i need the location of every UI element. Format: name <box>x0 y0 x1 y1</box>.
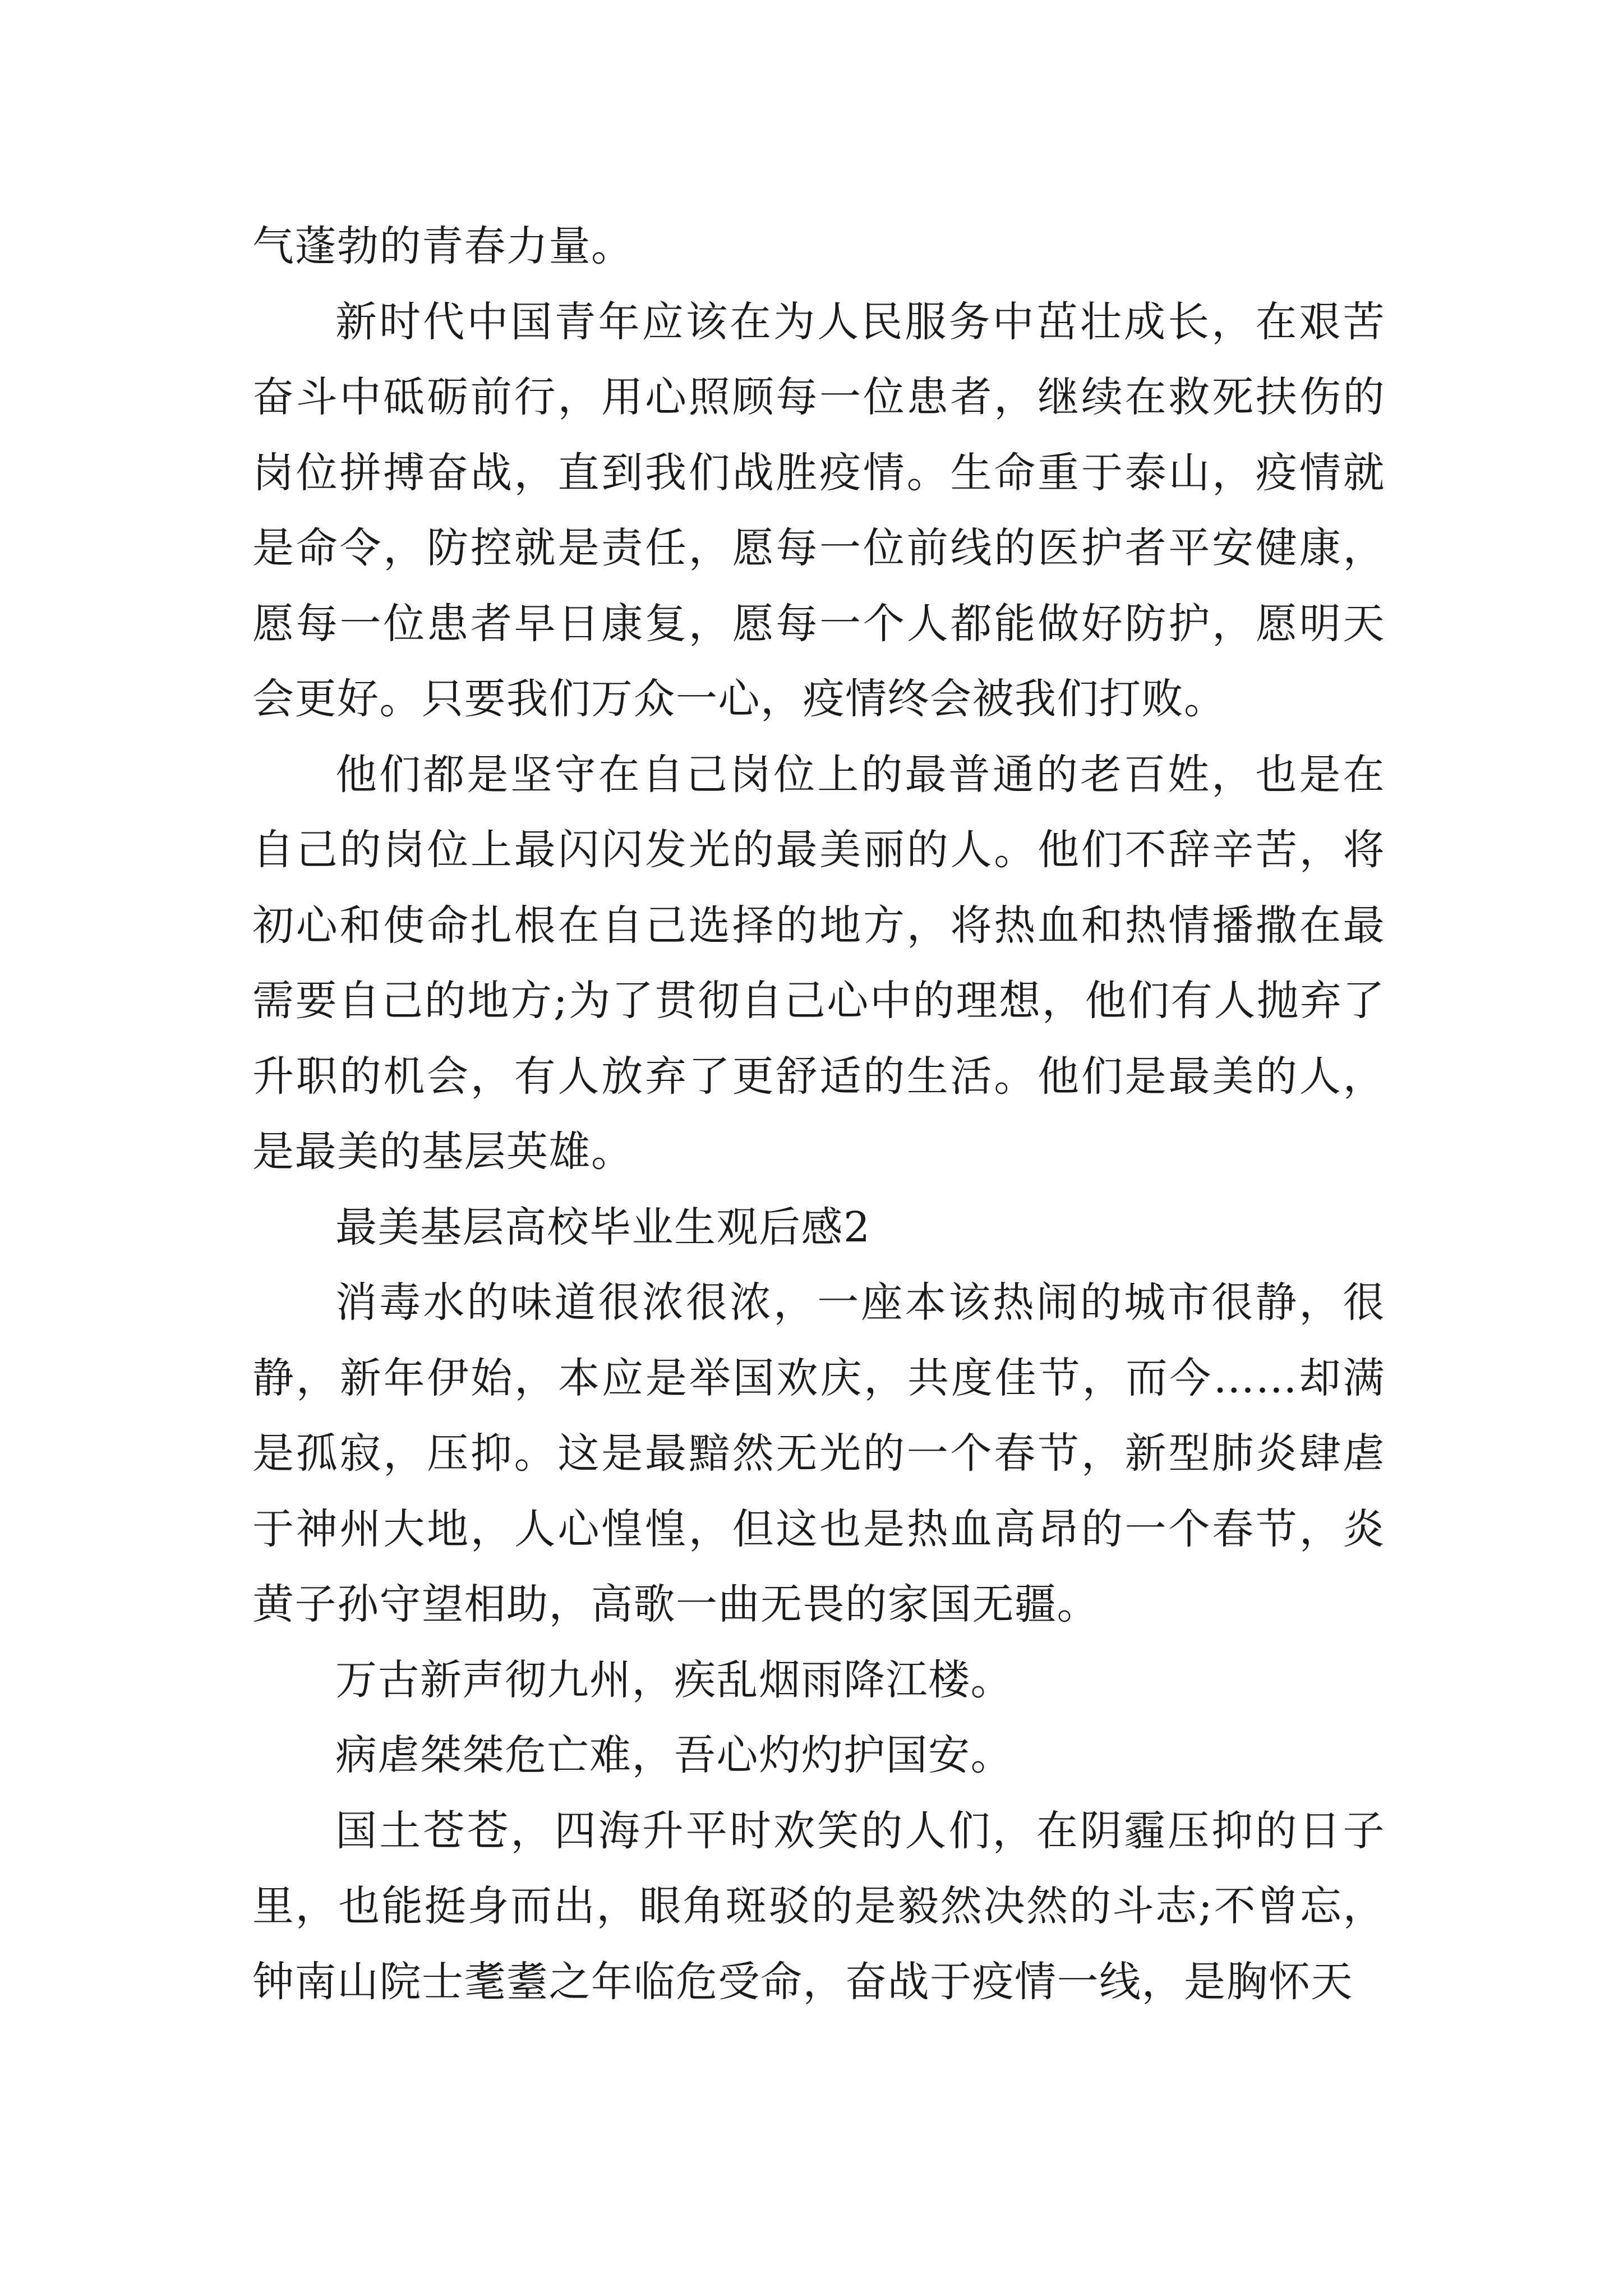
paragraph-3: 他们都是坚守在自己岗位上的最普通的老百姓，也是在自己的岗位上最闪闪发光的最美丽的人。他们不辞辛苦，将初心和使命扎根在自己选择的地方，将热血和热情播撒在最需要自己的地方;为了贯彻自己心中的理想，他们有人抛弃了升职的机会，有人放弃了更舒适的生活。他们是最美的人，是最美的基层英雄。 <box>252 750 1385 1176</box>
section-heading: 最美基层高校毕业生观后感2 <box>335 1203 871 1251</box>
paragraph-2: 新时代中国青年应该在为人民服务中茁壮成长，在艰苦奋斗中砥砺前行，用心照顾每一位患者，继续在救死扶伤的岗位拼搏奋战，直到我们战胜疫情。生命重于泰山，疫情就是命令，防控就是责任，愿每一位前线的医护者平安健康，愿每一位患者早日康复，愿每一个人都能做好防护，愿明天会更好。只要我们万众一心，疫情终会被我们打败。 <box>252 297 1385 723</box>
paragraph-1: 气蓬勃的青春力量。 <box>252 222 634 270</box>
paragraph-5: 国土苍苍，四海升平时欢笑的人们，在阴霾压抑的日子里，也能挺身而出，眼角斑驳的是毅然决然的斗志;不曾忘，钟南山院士耄耋之年临危受命，奋战于疫情一线，是胸怀天 <box>252 1806 1385 2006</box>
paragraph-4: 消毒水的味道很浓很浓，一座本该热闹的城市很静，很静，新年伊始，本应是举国欢庆，共度佳节，而今……却满是孤寂，压抑。这是最黯然无光的一个春节，新型肺炎肆虐于神州大地，人心惶惶，但这也是热血高昂的一个春节，炎黄子孙守望相助，高歌一曲无畏的家国无疆。 <box>252 1278 1385 1628</box>
poem-line-2: 病虐桀桀危亡难，吾心灼灼护国安。 <box>335 1731 1013 1779</box>
document-body <box>252 209 1385 2019</box>
poem-line-1: 万古新声彻九州，疾乱烟雨降江楼。 <box>335 1655 1013 1704</box>
